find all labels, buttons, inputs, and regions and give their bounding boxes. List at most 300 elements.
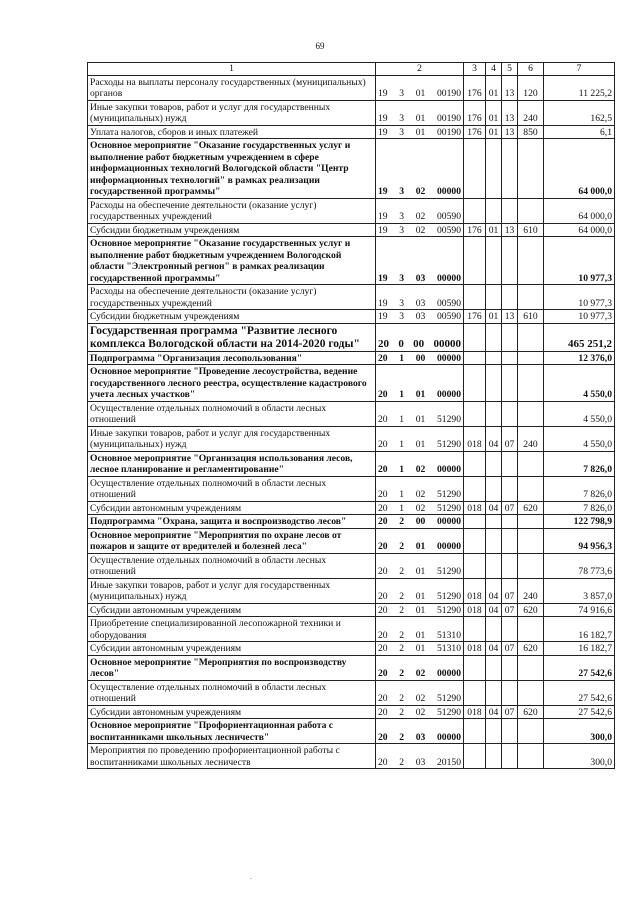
expense-type-code: 610 <box>518 223 544 237</box>
code-part: 1 <box>399 352 405 364</box>
amount: 4 550,0 <box>544 365 615 402</box>
code-part: 03 <box>415 756 426 768</box>
target-article-code <box>376 426 464 451</box>
code-part: 51290 <box>437 693 461 704</box>
table-row <box>88 75 615 100</box>
code-part: 19 <box>378 211 388 222</box>
expense-name: Осуществление отдельных полномочий в области лесных отношений <box>88 680 376 705</box>
target-article-code <box>376 237 464 285</box>
expense-name: Основное мероприятие "Оказание государственных услуг и выполнение работ бюджетным учреждением Вологодской области "Электронный регион" в рамках реализации государственной программы" <box>88 237 376 285</box>
code-part: 1 <box>399 389 405 400</box>
target-article-code <box>376 351 464 365</box>
code-part: 00000 <box>433 338 461 350</box>
code-part: 01 <box>415 643 426 654</box>
code-part: 19 <box>378 126 388 138</box>
code-part: 20 <box>378 731 388 743</box>
code-part: 19 <box>378 297 388 309</box>
admin-code <box>464 476 486 501</box>
code-part: 20 <box>378 756 388 768</box>
subsection-code: 13 <box>502 223 518 237</box>
expense-name: Основное мероприятие "Организация использования лесов, лесное планирование и регламентирование" <box>88 451 376 476</box>
code-part: 1 <box>399 414 405 425</box>
expense-name: Иные закупки товаров, работ и услуг для государственных (муниципальных) нужд <box>88 100 376 125</box>
amount: 12 376,0 <box>544 351 615 365</box>
subsection-code <box>502 451 518 476</box>
target-article-code <box>376 285 464 310</box>
section-code <box>486 617 502 642</box>
code-part: 01 <box>415 389 426 400</box>
section-code: 04 <box>486 426 502 451</box>
target-article-code <box>376 617 464 642</box>
code-part: 20 <box>378 502 388 514</box>
code-part: 3 <box>399 211 405 222</box>
expense-name: Государственная программа "Развитие лесного комплекса Вологодской области на 2014-2020 годы" <box>88 323 376 351</box>
code-part: 1 <box>399 489 405 500</box>
expense-type-code <box>518 719 544 744</box>
subsection-code <box>502 351 518 365</box>
code-part: 19 <box>378 88 388 99</box>
section-code <box>486 680 502 705</box>
expense-name: Субсидии автономным учреждениям <box>88 603 376 617</box>
section-code <box>486 351 502 365</box>
table-row <box>88 351 615 365</box>
admin-code <box>464 680 486 705</box>
code-part: 51290 <box>437 604 461 616</box>
code-part: 3 <box>399 272 405 284</box>
subsection-code <box>502 680 518 705</box>
admin-code: 018 <box>464 603 486 617</box>
admin-code <box>464 744 486 769</box>
amount: 74 916,6 <box>544 603 615 617</box>
expense-type-code <box>518 401 544 426</box>
amount: 10 977,3 <box>544 237 615 285</box>
table-row <box>88 426 615 451</box>
section-code <box>486 744 502 769</box>
header-cell: 1 <box>88 63 376 76</box>
code-part: 3 <box>399 126 405 138</box>
section-code: 04 <box>486 603 502 617</box>
expense-name: Осуществление отдельных полномочий в области лесных отношений <box>88 401 376 426</box>
code-part: 02 <box>415 186 426 197</box>
target-article-code <box>376 655 464 680</box>
code-part: 02 <box>415 224 426 236</box>
admin-code: 176 <box>464 310 486 324</box>
expense-type-code: 240 <box>518 100 544 125</box>
section-code: 04 <box>486 642 502 656</box>
table-row <box>88 365 615 402</box>
code-part: 00 <box>413 338 425 350</box>
code-part: 19 <box>378 113 388 124</box>
section-code <box>486 655 502 680</box>
code-part: 00000 <box>437 516 461 527</box>
section-code: 01 <box>486 310 502 324</box>
target-article-code <box>376 310 464 324</box>
expense-type-code <box>518 198 544 223</box>
subsection-code <box>502 655 518 680</box>
code-part: 51290 <box>437 489 461 500</box>
table-row <box>88 744 615 769</box>
code-part: 01 <box>415 88 426 99</box>
code-part: 19 <box>378 224 388 236</box>
expense-name: Субсидии автономным учреждениям <box>88 501 376 515</box>
expense-type-code <box>518 744 544 769</box>
target-article-code <box>376 365 464 402</box>
table-row <box>88 401 615 426</box>
expense-name: Основное мероприятие "Проведение лесоустройства, ведение государственного лесного реестра, осуществление кадастрового учета лесных участков" <box>88 365 376 402</box>
code-part: 00000 <box>437 731 461 743</box>
target-article-code <box>376 603 464 617</box>
code-part: 20150 <box>437 756 461 768</box>
section-code: 04 <box>486 705 502 719</box>
code-part: 20 <box>378 629 388 641</box>
code-part: 1 <box>399 502 405 514</box>
amount: 94 956,3 <box>544 528 615 553</box>
admin-code: 176 <box>464 223 486 237</box>
subsection-code: 13 <box>502 75 518 100</box>
amount: 4 550,0 <box>544 401 615 426</box>
expense-name: Приобретение специализированной лесопожарной техники и оборудования <box>88 617 376 642</box>
code-part: 03 <box>415 297 426 309</box>
header-cell: 7 <box>544 63 615 76</box>
code-part: 01 <box>415 629 426 641</box>
amount: 162,5 <box>544 100 615 125</box>
table-row <box>88 285 615 310</box>
amount: 64 000,0 <box>544 223 615 237</box>
table-row <box>88 100 615 125</box>
admin-code <box>464 528 486 553</box>
subsection-code <box>502 139 518 199</box>
expense-type-code <box>518 451 544 476</box>
code-part: 00000 <box>437 389 461 400</box>
expense-name: Иные закупки товаров, работ и услуг для государственных (муниципальных) нужд <box>88 578 376 603</box>
code-part: 51290 <box>437 566 461 577</box>
amount: 78 773,6 <box>544 553 615 578</box>
amount: 7 826,0 <box>544 476 615 501</box>
code-part: 2 <box>399 706 405 718</box>
target-article-code <box>376 515 464 529</box>
code-part: 00190 <box>437 88 461 99</box>
code-part: 20 <box>378 439 388 450</box>
table-row <box>88 451 615 476</box>
expense-name: Уплата налогов, сборов и иных платежей <box>88 125 376 139</box>
section-code <box>486 401 502 426</box>
code-part: 2 <box>399 591 405 602</box>
code-part: 01 <box>415 113 426 124</box>
admin-code <box>464 553 486 578</box>
expense-name: Основное мероприятие "Профориентационная работа с воспитанниками школьных лесничеств" <box>88 719 376 744</box>
subsection-code <box>502 553 518 578</box>
table-row <box>88 655 615 680</box>
amount: 64 000,0 <box>544 139 615 199</box>
amount: 27 542,6 <box>544 680 615 705</box>
table-row <box>88 198 615 223</box>
code-part: 2 <box>399 541 405 552</box>
code-part: 2 <box>399 629 405 641</box>
code-part: 03 <box>415 731 426 743</box>
code-part: 02 <box>415 706 426 718</box>
expense-name: Иные закупки товаров, работ и услуг для государственных (муниципальных) нужд <box>88 426 376 451</box>
code-part: 00590 <box>437 211 461 222</box>
code-part: 02 <box>415 464 426 475</box>
table-row <box>88 501 615 515</box>
expense-type-code: 120 <box>518 75 544 100</box>
subsection-code <box>502 719 518 744</box>
amount: 10 977,3 <box>544 310 615 324</box>
budget-table <box>87 62 615 769</box>
table-row <box>88 237 615 285</box>
table-row <box>88 139 615 199</box>
admin-code <box>464 655 486 680</box>
code-part: 51290 <box>437 591 461 602</box>
admin-code: 018 <box>464 705 486 719</box>
code-part: 1 <box>399 439 405 450</box>
expense-type-code: 610 <box>518 310 544 324</box>
code-part: 20 <box>378 389 388 400</box>
amount: 64 000,0 <box>544 198 615 223</box>
table-row <box>88 719 615 744</box>
section-code: 01 <box>486 223 502 237</box>
expense-name: Основное мероприятие "Мероприятия по охране лесов от пожаров и защите от вредителей и болезней леса" <box>88 528 376 553</box>
section-code <box>486 553 502 578</box>
admin-code: 018 <box>464 642 486 656</box>
code-part: 51310 <box>437 629 461 641</box>
admin-code <box>464 198 486 223</box>
table-row <box>88 310 615 324</box>
subsection-code <box>502 617 518 642</box>
expense-type-code: 620 <box>518 501 544 515</box>
code-part: 02 <box>415 668 426 679</box>
code-part: 02 <box>415 489 426 500</box>
amount: 6,1 <box>544 125 615 139</box>
expense-type-code <box>518 655 544 680</box>
table-row <box>88 617 615 642</box>
code-part: 3 <box>399 113 405 124</box>
code-part: 20 <box>378 489 388 500</box>
expense-type-code <box>518 476 544 501</box>
expense-name: Мероприятия по проведению профориентационной работы с воспитанниками школьных лесничеств <box>88 744 376 769</box>
table-row <box>88 515 615 529</box>
code-part: 2 <box>399 693 405 704</box>
code-part: 02 <box>415 211 426 222</box>
code-part: 03 <box>415 311 426 322</box>
code-part: 51290 <box>437 502 461 514</box>
table-row <box>88 323 615 351</box>
table-row <box>88 528 615 553</box>
section-code <box>486 719 502 744</box>
admin-code: 018 <box>464 578 486 603</box>
section-code <box>486 528 502 553</box>
code-part: 02 <box>415 502 426 514</box>
code-part: 00000 <box>437 668 461 679</box>
table-row <box>88 553 615 578</box>
code-part: 00590 <box>437 224 461 236</box>
subsection-code <box>502 237 518 285</box>
expense-type-code <box>518 285 544 310</box>
expense-name: Подпрограмма "Охрана, защита и воспроизводство лесов" <box>88 515 376 529</box>
expense-name: Расходы на обеспечение деятельности (оказание услуг) государственных учреждений <box>88 198 376 223</box>
code-part: 19 <box>378 311 388 322</box>
amount: 16 182,7 <box>544 617 615 642</box>
table-row <box>88 705 615 719</box>
target-article-code <box>376 553 464 578</box>
admin-code <box>464 285 486 310</box>
code-part: 01 <box>415 566 426 577</box>
admin-code <box>464 323 486 351</box>
table-row <box>88 680 615 705</box>
amount: 7 826,0 <box>544 501 615 515</box>
admin-code <box>464 401 486 426</box>
expense-type-code: 620 <box>518 603 544 617</box>
amount: 300,0 <box>544 744 615 769</box>
admin-code <box>464 365 486 402</box>
code-part: 20 <box>378 414 388 425</box>
expense-type-code <box>518 680 544 705</box>
table-row <box>88 125 615 139</box>
section-code: 01 <box>486 100 502 125</box>
code-part: 00000 <box>437 464 461 475</box>
target-article-code <box>376 744 464 769</box>
target-article-code <box>376 719 464 744</box>
code-part: 00 <box>415 516 426 527</box>
table-row <box>88 578 615 603</box>
code-part: 20 <box>378 604 388 616</box>
amount: 3 857,0 <box>544 578 615 603</box>
section-code <box>486 515 502 529</box>
code-part: 20 <box>378 591 388 602</box>
target-article-code <box>376 528 464 553</box>
code-part: 19 <box>378 272 388 284</box>
expense-type-code <box>518 617 544 642</box>
amount: 11 225,2 <box>544 75 615 100</box>
code-part: 3 <box>399 186 405 197</box>
subsection-code: 07 <box>502 642 518 656</box>
code-part: 20 <box>378 706 388 718</box>
subsection-code <box>502 323 518 351</box>
expense-name: Субсидии бюджетным учреждениям <box>88 223 376 237</box>
section-code <box>486 237 502 285</box>
expense-type-code <box>518 351 544 365</box>
section-code <box>486 451 502 476</box>
expense-type-code <box>518 553 544 578</box>
target-article-code <box>376 501 464 515</box>
code-part: 3 <box>399 224 405 236</box>
code-part: 20 <box>378 643 388 654</box>
code-part: 0 <box>398 338 404 350</box>
code-part: 00000 <box>437 352 461 364</box>
target-article-code <box>376 680 464 705</box>
admin-code: 176 <box>464 75 486 100</box>
subsection-code: 07 <box>502 603 518 617</box>
subsection-code <box>502 476 518 501</box>
admin-code: 018 <box>464 426 486 451</box>
code-part: 51290 <box>437 414 461 425</box>
header-cell: 4 <box>486 63 502 76</box>
code-part: 00000 <box>437 272 461 284</box>
amount: 16 182,7 <box>544 642 615 656</box>
subsection-code <box>502 401 518 426</box>
scan-mark: . <box>250 872 252 881</box>
expense-type-code: 240 <box>518 578 544 603</box>
section-code: 04 <box>486 501 502 515</box>
section-code <box>486 285 502 310</box>
admin-code <box>464 451 486 476</box>
page-number: 69 <box>315 41 325 51</box>
code-part: 2 <box>399 516 405 527</box>
subsection-code: 13 <box>502 125 518 139</box>
expense-name: Расходы на выплаты персоналу государственных (муниципальных) органов <box>88 75 376 100</box>
amount: 300,0 <box>544 719 615 744</box>
expense-type-code <box>518 515 544 529</box>
subsection-code <box>502 515 518 529</box>
target-article-code <box>376 198 464 223</box>
code-part: 2 <box>399 566 405 577</box>
target-article-code <box>376 451 464 476</box>
code-part: 3 <box>399 297 405 309</box>
expense-name: Субсидии автономным учреждениям <box>88 642 376 656</box>
expense-type-code <box>518 528 544 553</box>
subsection-code: 13 <box>502 100 518 125</box>
admin-code: 018 <box>464 501 486 515</box>
expense-type-code <box>518 365 544 402</box>
code-part: 20 <box>378 541 388 552</box>
admin-code <box>464 617 486 642</box>
code-part: 3 <box>399 88 405 99</box>
code-part: 01 <box>415 126 426 138</box>
expense-name: Субсидии бюджетным учреждениям <box>88 310 376 324</box>
target-article-code <box>376 223 464 237</box>
code-part: 2 <box>399 604 405 616</box>
section-code <box>486 476 502 501</box>
target-article-code <box>376 642 464 656</box>
code-part: 00000 <box>437 186 461 197</box>
header-cell: 3 <box>464 63 486 76</box>
target-article-code <box>376 125 464 139</box>
admin-code <box>464 719 486 744</box>
expense-type-code: 240 <box>518 426 544 451</box>
admin-code: 176 <box>464 125 486 139</box>
table-row <box>88 223 615 237</box>
expense-name: Осуществление отдельных полномочий в области лесных отношений <box>88 553 376 578</box>
subsection-code: 13 <box>502 310 518 324</box>
expense-type-code <box>518 323 544 351</box>
amount: 27 542,6 <box>544 655 615 680</box>
code-part: 20 <box>378 693 388 704</box>
target-article-code <box>376 578 464 603</box>
amount: 122 798,9 <box>544 515 615 529</box>
expense-name: Основное мероприятие "Оказание государственных услуг и выполнение работ бюджетным учреждением в сфере информационных технологий Вологодской области "Центр информационных технологий" в рамках реализации государственной программы" <box>88 139 376 199</box>
expense-type-code <box>518 139 544 199</box>
header-cell: 6 <box>518 63 544 76</box>
amount: 27 542,6 <box>544 705 615 719</box>
expense-name: Осуществление отдельных полномочий в области лесных отношений <box>88 476 376 501</box>
expense-name: Подпрограмма "Организация лесопользования" <box>88 351 376 365</box>
code-part: 51310 <box>437 643 461 654</box>
header-cell: 5 <box>502 63 518 76</box>
target-article-code <box>376 476 464 501</box>
section-code <box>486 139 502 199</box>
target-article-code <box>376 75 464 100</box>
code-part: 2 <box>399 643 405 654</box>
code-part: 01 <box>415 591 426 602</box>
code-part: 01 <box>415 604 426 616</box>
code-part: 20 <box>378 352 388 364</box>
subsection-code <box>502 285 518 310</box>
code-part: 2 <box>399 731 405 743</box>
code-part: 3 <box>399 311 405 322</box>
section-code <box>486 365 502 402</box>
admin-code <box>464 237 486 285</box>
code-part: 00190 <box>437 126 461 138</box>
